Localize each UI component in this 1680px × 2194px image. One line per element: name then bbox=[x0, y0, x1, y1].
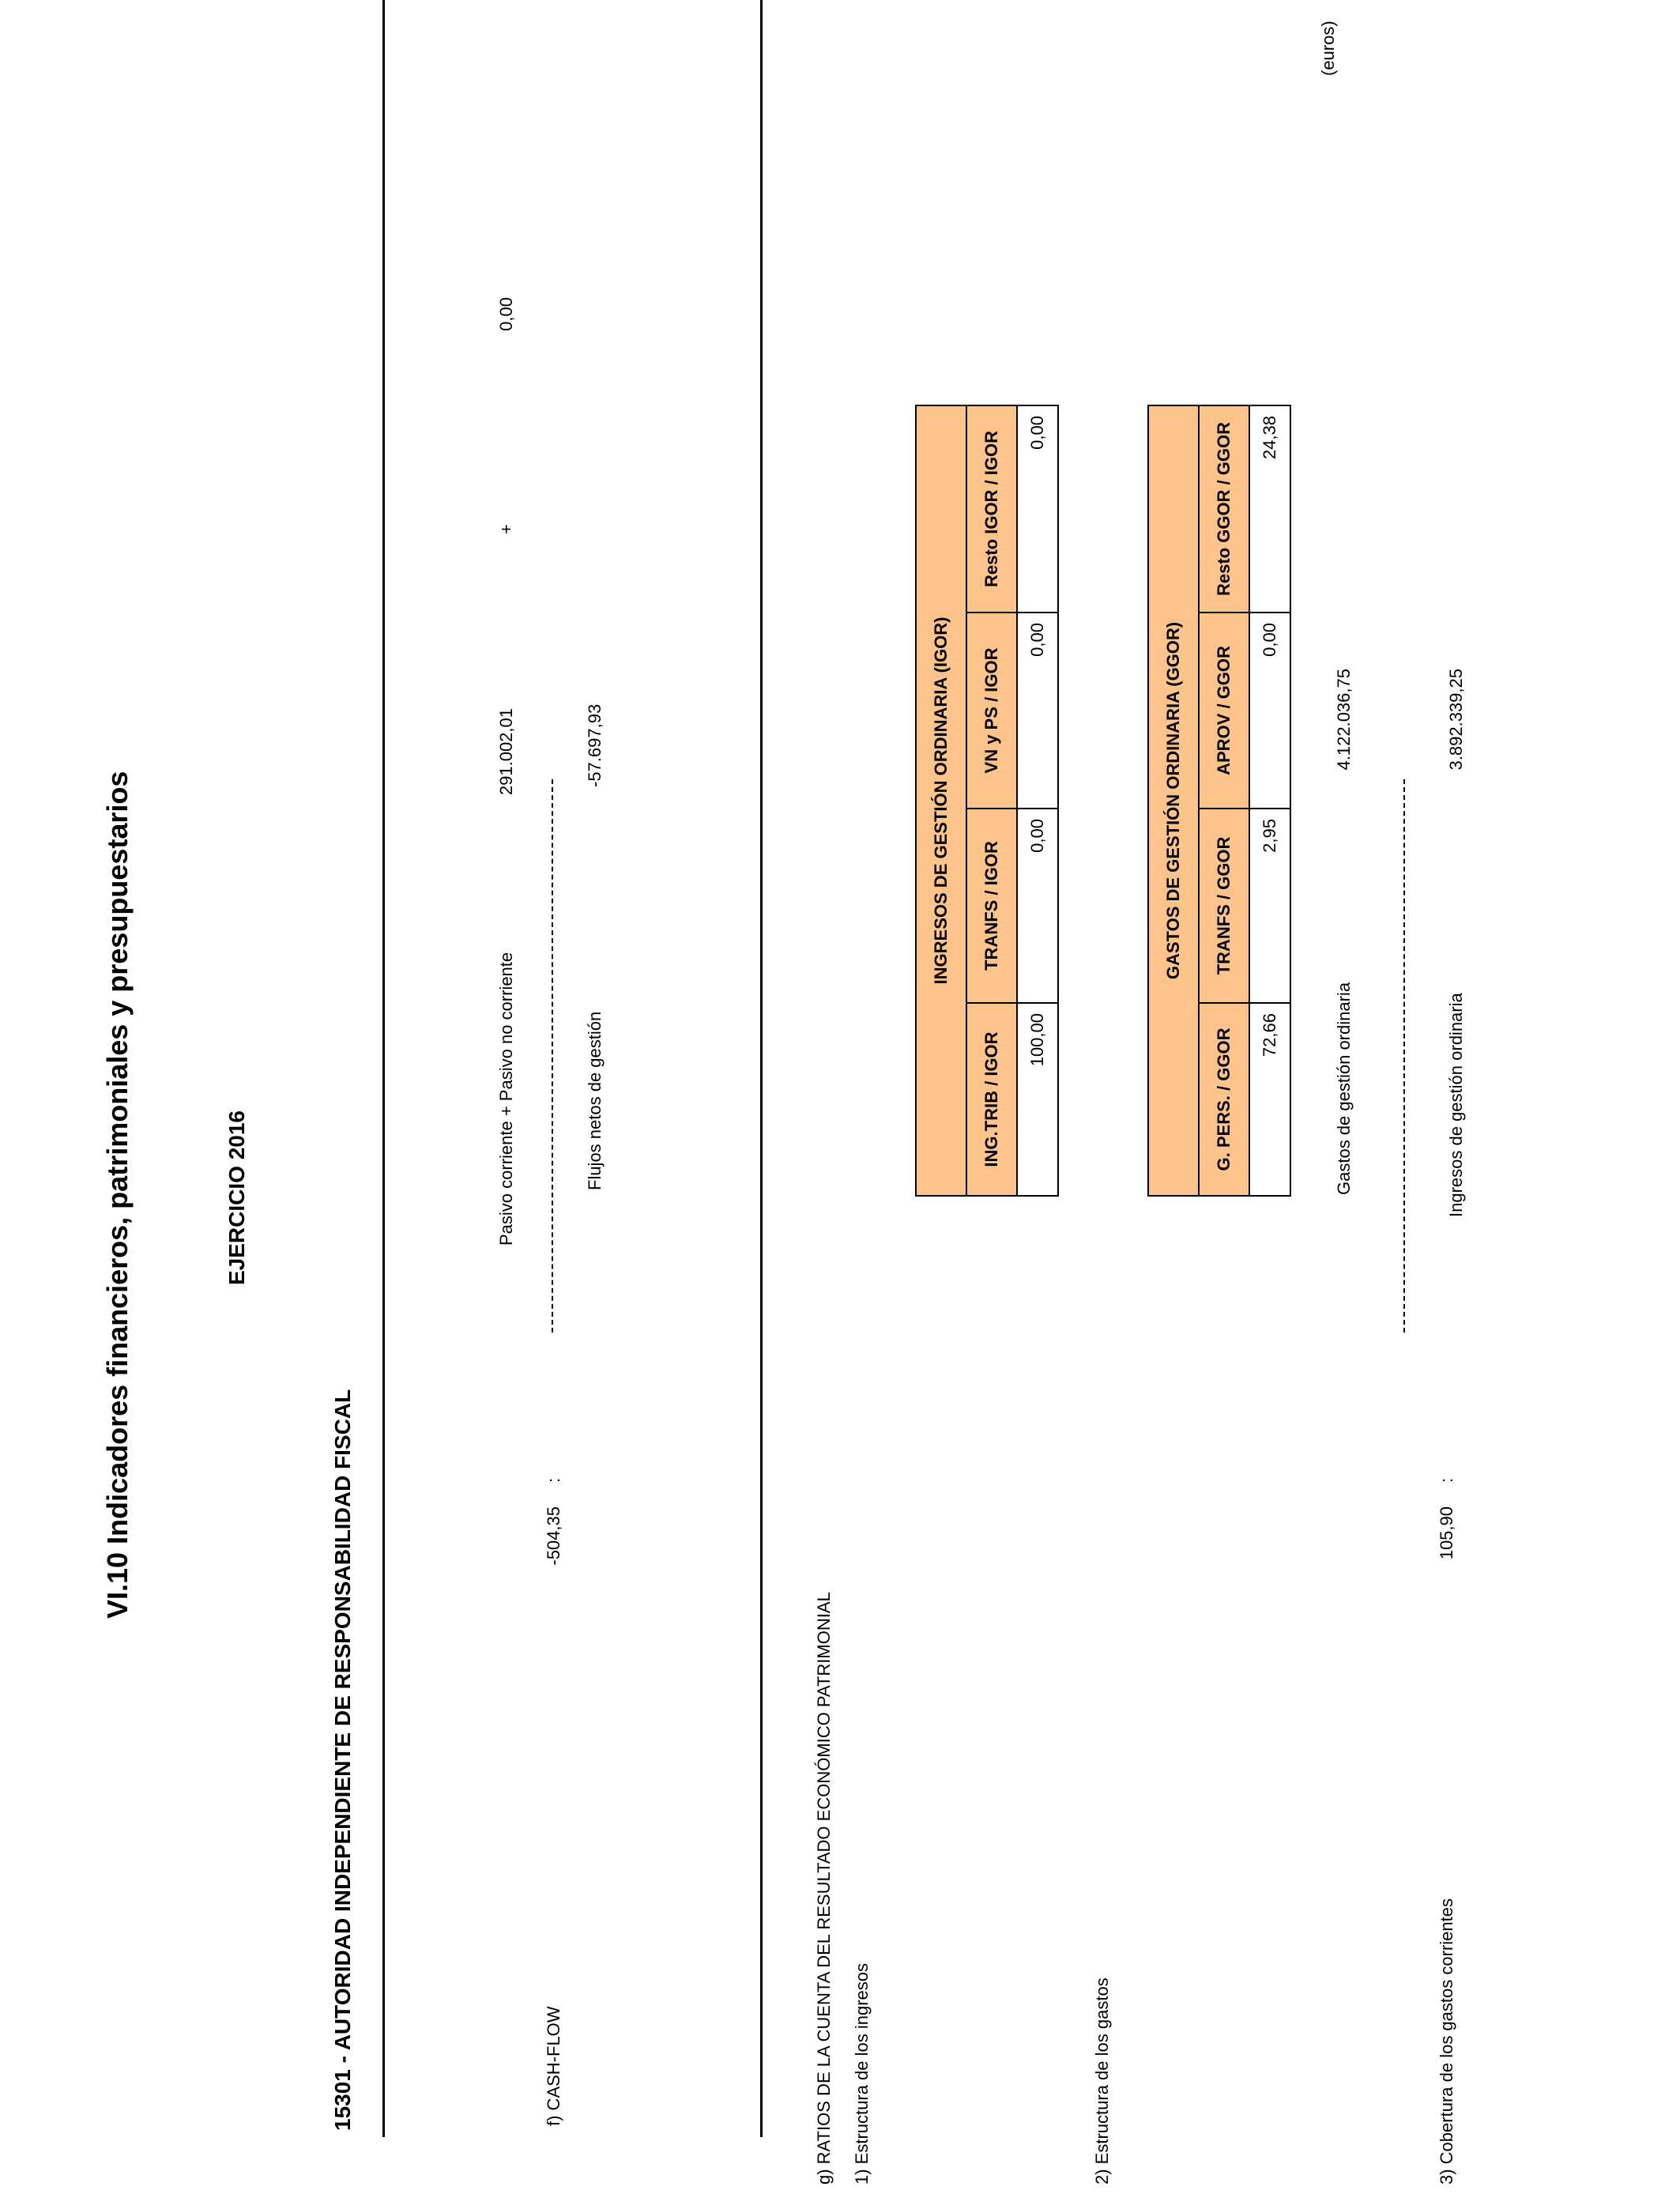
exercise-year: EJERCICIO 2016 bbox=[224, 1110, 249, 1285]
income-val-resto: 0,00 bbox=[1017, 405, 1058, 613]
top-rule bbox=[382, 0, 385, 2137]
expense-col-tranfs: TRANFS / GGOR bbox=[1199, 809, 1249, 1003]
coverage-denominator-label: Ingresos de gestión ordinaria bbox=[1446, 993, 1466, 1217]
income-structure-label: 1) Estructura de los ingresos bbox=[852, 1962, 872, 2185]
currency-unit: (euros) bbox=[1318, 21, 1338, 76]
expense-col-resto: Resto GGOR / GGOR bbox=[1199, 405, 1249, 613]
income-table-header: INGRESOS DE GESTIÓN ORDINARIA (IGOR) bbox=[916, 405, 966, 1196]
income-col-vn-ps: VN y PS / IGOR bbox=[966, 613, 1017, 809]
coverage-colon: : bbox=[1437, 1477, 1456, 1483]
expense-val-tranfs: 2,95 bbox=[1249, 809, 1290, 1003]
coverage-value: 105,90 bbox=[1437, 1506, 1456, 1560]
expense-table-header: GASTOS DE GESTIÓN ORDINARIA (GGOR) bbox=[1148, 405, 1199, 1196]
expense-col-aprov: APROV / GGOR bbox=[1199, 613, 1249, 809]
coverage-denominator-value: 3.892.339,25 bbox=[1446, 669, 1466, 771]
ratios-section-label: g) RATIOS DE LA CUENTA DEL RESULTADO ECONÓMICO PATRIMONIAL bbox=[814, 1592, 834, 2185]
cashflow-denominator-label: Flujos netos de gestión bbox=[585, 1011, 605, 1190]
cashflow-colon: : bbox=[544, 1477, 563, 1483]
expense-val-aprov: 0,00 bbox=[1249, 613, 1290, 809]
coverage-numerator-value: 4.122.036,75 bbox=[1334, 669, 1354, 771]
page-title: VI.10 Indicadores financieros, patrimoniales y presupuestarios bbox=[101, 771, 134, 1619]
cashflow-value: -504,35 bbox=[544, 1506, 563, 1566]
cashflow-plus: + bbox=[496, 524, 516, 534]
expense-ratio-table bbox=[1147, 405, 1291, 1197]
cashflow-numerator-value1: 291.002,01 bbox=[496, 708, 516, 796]
cashflow-denominator-value: -57.697,93 bbox=[585, 703, 605, 787]
cashflow-fraction-line bbox=[552, 779, 553, 1333]
income-col-tranfs: TRANFS / IGOR bbox=[966, 809, 1017, 1003]
coverage-label: 3) Cobertura de los gastos corrientes bbox=[1437, 1898, 1456, 2185]
middle-rule bbox=[760, 0, 763, 2137]
income-val-vn-ps: 0,00 bbox=[1017, 613, 1058, 809]
income-val-tranfs: 0,00 bbox=[1017, 809, 1058, 1003]
cashflow-label: f) CASH-FLOW bbox=[544, 2006, 563, 2126]
expense-val-g-pers: 72,66 bbox=[1249, 1003, 1290, 1196]
income-val-ing-trib: 100,00 bbox=[1017, 1003, 1058, 1196]
expense-val-resto: 24,38 bbox=[1249, 405, 1290, 613]
cashflow-numerator-label: Pasivo corriente + Pasivo no corriente bbox=[496, 952, 516, 1246]
income-ratio-table bbox=[915, 405, 1059, 1197]
cashflow-numerator-value2: 0,00 bbox=[496, 297, 516, 331]
expense-col-g-pers: G. PERS. / GGOR bbox=[1199, 1003, 1249, 1196]
expense-structure-label: 2) Estructura de los gastos bbox=[1092, 1977, 1112, 2185]
entity-name: 15301 - AUTORIDAD INDEPENDIENTE DE RESPONSABILIDAD FISCAL bbox=[330, 1389, 355, 2131]
coverage-numerator-label: Gastos de gestión ordinaria bbox=[1334, 982, 1354, 1195]
income-col-ing-trib: ING.TRIB / IGOR bbox=[966, 1003, 1017, 1196]
coverage-fraction-line bbox=[1403, 779, 1405, 1333]
income-col-resto: Resto IGOR / IGOR bbox=[966, 405, 1017, 613]
